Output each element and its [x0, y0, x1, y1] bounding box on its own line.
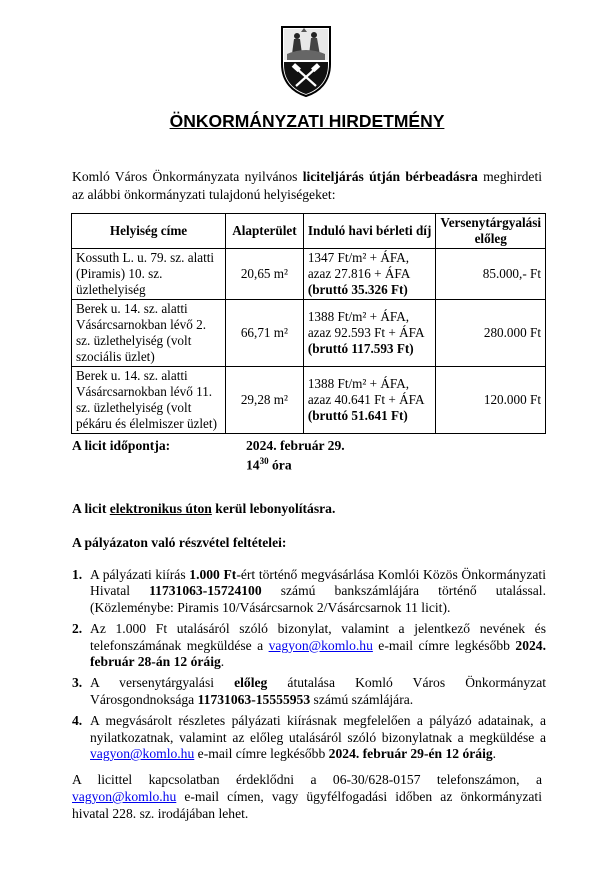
- cell-area: 66,71 m²: [226, 300, 304, 367]
- cell-area: 20,65 m²: [226, 249, 304, 300]
- cell-rent: 1388 Ft/m² + ÁFA, azaz 92.593 Ft + ÁFA (bruttó 117.593 Ft): [303, 300, 436, 367]
- cell-deposit: 85.000,- Ft: [436, 249, 546, 300]
- col-header-deposit: Versenytárgyalási előleg: [436, 214, 546, 249]
- cell-rent: 1388 Ft/m² + ÁFA, azaz 40.641 Ft + ÁFA (bruttó 51.641 Ft): [303, 367, 436, 434]
- col-header-area: Alapterület: [226, 214, 304, 249]
- electronic-notice: A licit elektronikus úton kerül lebonyolításra.: [72, 501, 336, 516]
- list-item: 3. A versenytárgyalási előleg átutalása Komló Város Önkormányzat Városgondnoksága 11731063-15555953 számú számlájára.: [72, 675, 547, 707]
- conditions-title: A pályázaton való részvétel feltételei:: [72, 535, 287, 550]
- list-item: 2. Az 1.000 Ft utalásáról szóló bizonylat, valamint a jelentkező nevének és telefonszámának megküldése a vagyon@komlo.hu e-mail címre legkésőbb 2024. február 28-án 12 óráig.: [72, 621, 546, 670]
- list-item: 1. A pályázati kiírás 1.000 Ft-ért történő megvásárlása Komlói Közös Önkormányzati Hivatal 11731063-15724100 számú bankszámlájára történő utalással. (Közleménybe: Piramis 10/Vásárcsarnok 2/Vásárcsarnok 11 licit).: [72, 567, 546, 615]
- intro-paragraph: Komló Város Önkormányzata nyilvános liciteljárás útján bérbeadásra meghirdeti az alábbi önkormányzati tulajdonú helyiségeket:: [72, 169, 542, 202]
- page-title: ÖNKORMÁNYZATI HIRDETMÉNY: [169, 111, 445, 131]
- col-header-rent: Induló havi bérleti díj: [303, 214, 436, 249]
- cell-deposit: 280.000 Ft: [436, 300, 546, 367]
- auction-date: 2024. február 29. $14^{30}$ óra: [246, 438, 345, 473]
- cell-address: Berek u. 14. sz. alatti Vásárcsarnokban lévő 2. sz. üzlethelyiség (volt szociális üzlet): [72, 300, 226, 367]
- cell-area: 29,28 m²: [226, 367, 304, 434]
- table-row: [72, 249, 546, 300]
- col-header-address: Helyiség címe: [72, 214, 226, 249]
- municipal-coat-of-arms-icon: [279, 24, 333, 98]
- cell-rent: 1347 Ft/m² + ÁFA, azaz 27.816 + ÁFA (bruttó 35.326 Ft): [303, 249, 436, 300]
- list-item: 4. A megvásárolt részletes pályázati kiírásnak megfelelően a pályázó adatainak, a nyilatkozatnak, valamint az előleg utalásáról szóló bizonylatnak a megküldése a vagyon@komlo.hu e-mail címre legkésőbb 2024. február 29-én 12 óráig.: [72, 713, 546, 762]
- cell-address: Kossuth L. u. 79. sz. alatti (Piramis) 10. sz. üzlethelyiség: [72, 249, 226, 300]
- premises-table: [71, 213, 546, 434]
- table-row: [72, 300, 546, 367]
- contact-paragraph: A licittel kapcsolatban érdeklődni a 06-30/628-0157 telefonszámon, a vagyon@komlo.hu e-mail címen, vagy ügyfélfogadási időben az önkormányzati hivatal 228. sz. irodájában lehet.: [72, 772, 542, 821]
- auction-label: A licit időpontja:: [72, 438, 171, 453]
- conditions-list: [72, 567, 546, 767]
- table-header-row: [72, 214, 546, 249]
- email-link[interactable]: vagyon@komlo.hu: [90, 746, 195, 762]
- email-link[interactable]: vagyon@komlo.hu: [268, 637, 373, 653]
- table-row: [72, 367, 546, 434]
- cell-deposit: 120.000 Ft: [436, 367, 546, 434]
- email-link[interactable]: vagyon@komlo.hu: [72, 789, 177, 804]
- cell-address: Berek u. 14. sz. alatti Vásárcsarnokban lévő 11. sz. üzlethelyiség (volt pékáru és élelmiszer üzlet): [72, 367, 226, 434]
